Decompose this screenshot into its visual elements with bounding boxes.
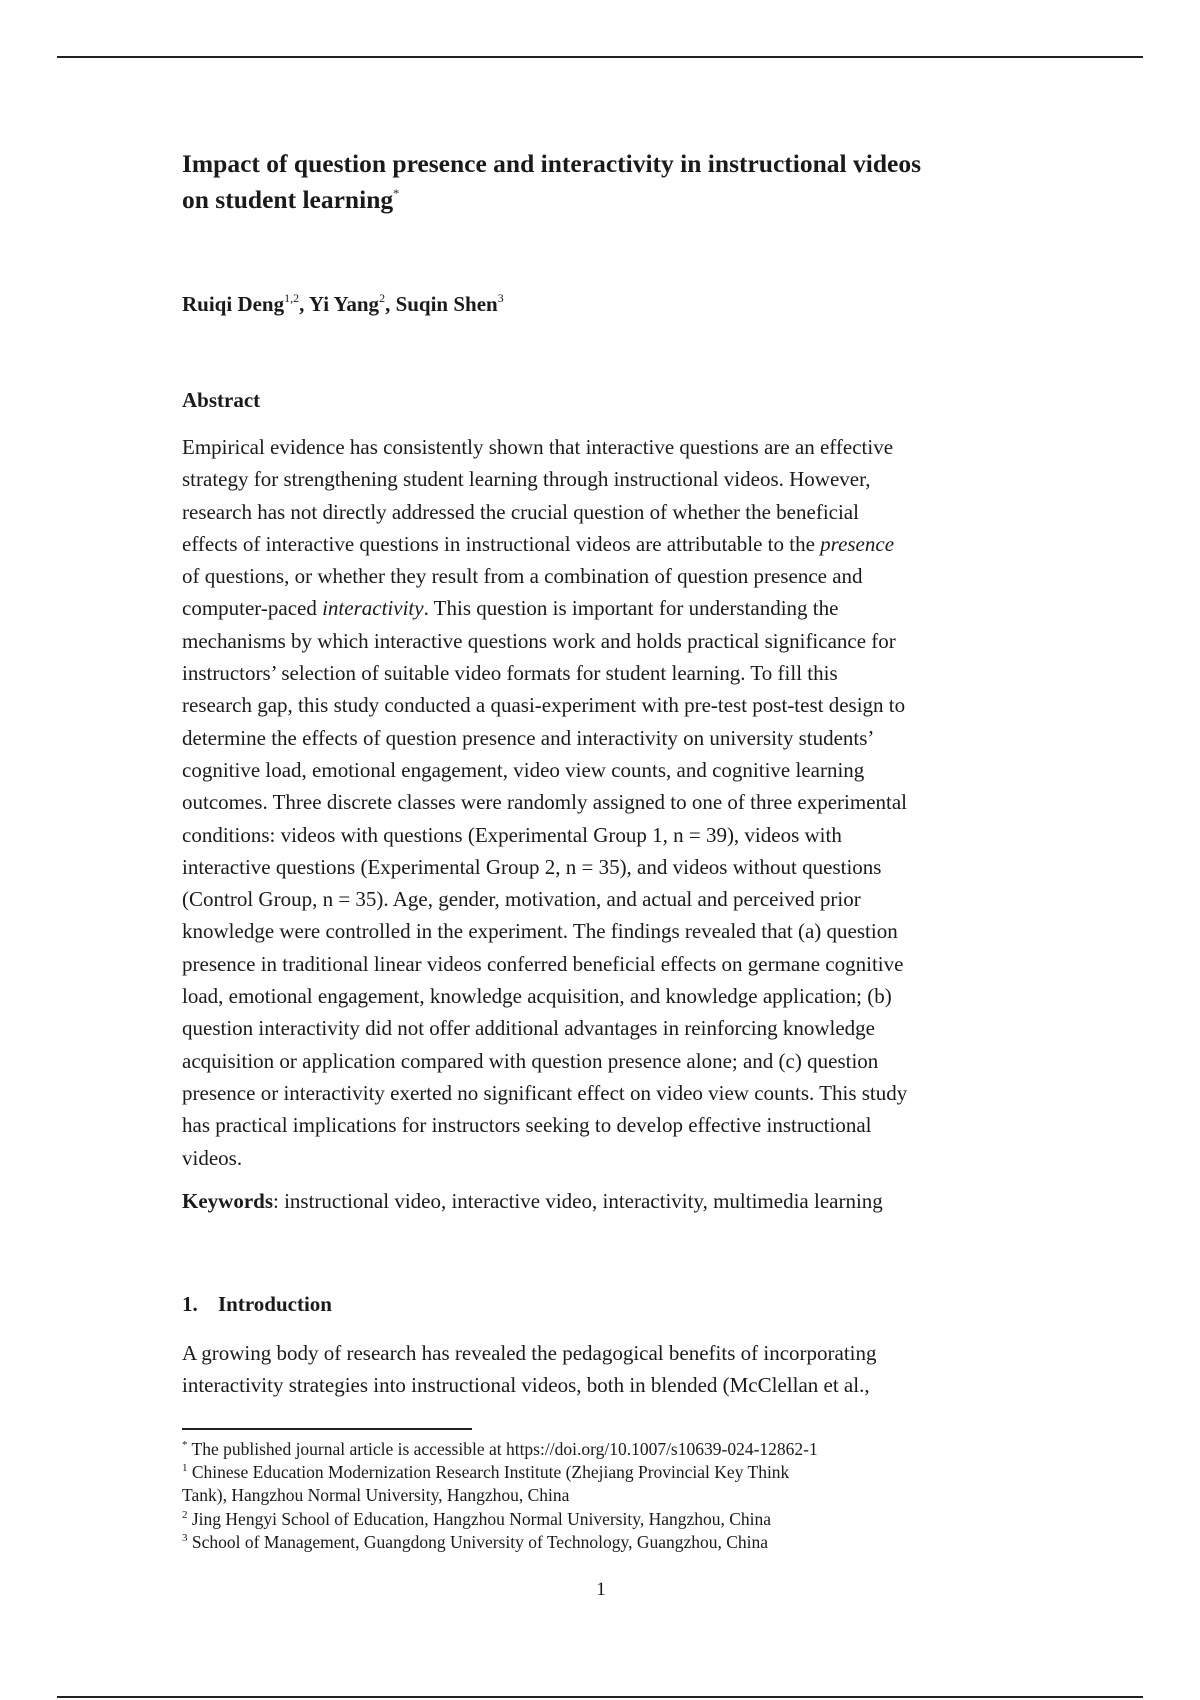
- section-title: Introduction: [218, 1292, 332, 1316]
- abstract-text: effects of interactive questions in instructional videos are attributable to the: [182, 531, 821, 556]
- footnote: [182, 1531, 818, 1554]
- abstract-line: acquisition or application compared with question presence alone; and (c) question: [182, 1048, 879, 1073]
- abstract-line: (Control Group, n = 35). Age, gender, motivation, and actual and perceived prior: [182, 887, 861, 912]
- author-affil-2: 2: [379, 291, 386, 305]
- author-name-3: Suqin Shen: [395, 292, 498, 316]
- footnote-mark: 3: [182, 1531, 188, 1544]
- footnote-continuation: [182, 1484, 818, 1507]
- author-name-2: Yi Yang: [308, 292, 380, 316]
- section-number: 1.: [182, 1292, 198, 1316]
- footnote-text: Jing Hengyi School of Education, Hangzhou Normal University, Hangzhou, China: [187, 1508, 772, 1529]
- abstract-line: [182, 528, 1020, 560]
- abstract-line: mechanisms by which interactive questions work and holds practical significance for: [182, 628, 896, 653]
- abstract-line: determine the effects of question presence and interactivity on university students’: [182, 725, 875, 750]
- abstract-line: load, emotional engagement, knowledge acquisition, and knowledge application; (b): [182, 984, 892, 1009]
- abstract-body: [182, 431, 1020, 1174]
- keywords-text: : instructional video, interactive video, interactivity, multimedia learning: [273, 1189, 883, 1213]
- bottom-rule: [57, 1696, 1143, 1698]
- footnote: [182, 1461, 818, 1484]
- abstract-italic-presence: presence: [820, 531, 895, 556]
- abstract-line: presence in traditional linear videos conferred beneficial effects on germane cognitive: [182, 951, 904, 976]
- abstract-line: videos.: [182, 1145, 243, 1170]
- footnote: [182, 1508, 818, 1531]
- abstract-line: strategy for strengthening student learning through instructional videos. However,: [182, 467, 871, 492]
- author-separator: ,: [385, 292, 396, 316]
- title-line-1: Impact of question presence and interactivity in instructional videos: [182, 149, 922, 178]
- footnote: [182, 1438, 818, 1461]
- keywords-label: Keywords: [182, 1189, 273, 1213]
- footnote-rule: [182, 1428, 472, 1430]
- abstract-line: Empirical evidence has consistently shown that interactive questions are an effective: [182, 435, 894, 459]
- abstract-line: outcomes. Three discrete classes were randomly assigned to one of three experimental: [182, 790, 908, 815]
- author-affil-1: 1,2: [284, 291, 300, 305]
- intro-line: A growing body of research has revealed the pedagogical benefits of incorporating: [182, 1341, 877, 1365]
- footnotes: [182, 1438, 818, 1554]
- abstract-line: has practical implications for instructors seeking to develop effective instructional: [182, 1113, 872, 1138]
- abstract-line: cognitive load, emotional engagement, video view counts, and cognitive learning: [182, 757, 865, 782]
- top-rule: [57, 56, 1143, 58]
- author-affil-3: 3: [497, 291, 504, 305]
- footnote-text: Tank), Hangzhou Normal University, Hangzhou, China: [182, 1485, 570, 1506]
- abstract-line: question interactivity did not offer additional advantages in reinforcing knowledge: [182, 1016, 875, 1041]
- footnote-text: School of Management, Guangdong University of Technology, Guangzhou, China: [187, 1531, 769, 1552]
- abstract-line: interactive questions (Experimental Group 2, n = 35), and videos without questions: [182, 854, 882, 879]
- abstract-line: research has not directly addressed the crucial question of whether the beneficial: [182, 499, 859, 524]
- abstract-line: presence or interactivity exerted no significant effect on video view counts. This study: [182, 1080, 908, 1105]
- keywords: [182, 1185, 883, 1217]
- intro-line: interactivity strategies into instructional videos, both in blended (McClellan et al.,: [182, 1373, 870, 1398]
- abstract-italic-interactivity: interactivity: [322, 596, 424, 621]
- author-name-1: Ruiqi Deng: [182, 292, 285, 316]
- abstract-line: knowledge were controlled in the experiment. The findings revealed that (a) question: [182, 919, 898, 944]
- section-heading-introduction: [182, 1290, 332, 1318]
- abstract-line: conditions: videos with questions (Experimental Group 1, n = 39), videos with: [182, 822, 842, 847]
- footnote-mark: *: [182, 1439, 188, 1451]
- abstract-text: . This question is important for understanding the: [423, 596, 839, 621]
- author-list: [182, 290, 504, 318]
- footnote-mark: 1: [182, 1462, 188, 1475]
- title-line-2: on student learning: [182, 185, 394, 214]
- footnote-text: Chinese Education Modernization Research Institute (Zhejiang Provincial Key Think: [187, 1462, 790, 1483]
- abstract-line: instructors’ selection of suitable video formats for student learning. To fill this: [182, 661, 838, 686]
- abstract-line: research gap, this study conducted a quasi-experiment with pre-test post-test design to: [182, 693, 906, 718]
- abstract-heading: Abstract: [182, 388, 261, 412]
- abstract-text: computer-paced: [182, 596, 323, 621]
- footnote-mark: 2: [182, 1508, 188, 1521]
- footnote-text: The published journal article is accessible at https://doi.org/10.1007/s10639-024-12862-1: [187, 1439, 818, 1459]
- abstract-line: of questions, or whether they result from a combination of question presence and: [182, 564, 863, 589]
- introduction-body: [182, 1337, 877, 1402]
- author-separator: ,: [299, 292, 309, 316]
- page-number: 1: [596, 1579, 606, 1600]
- abstract-line: [182, 592, 1020, 624]
- paper-title: [182, 146, 1020, 218]
- title-footnote-mark: *: [393, 186, 400, 200]
